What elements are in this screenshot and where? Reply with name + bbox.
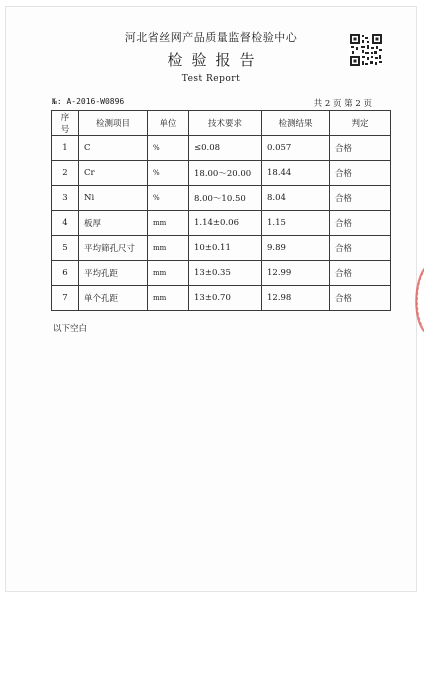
unit: % — [148, 161, 189, 186]
page-info: 共 2 页 第 2 页 — [313, 99, 372, 109]
row-index: 3 — [52, 186, 79, 211]
unit: % — [148, 186, 189, 211]
result: 8.04 — [262, 186, 330, 211]
test-item: 平均筛孔尺寸 — [79, 236, 148, 261]
table-header-row — [52, 111, 391, 136]
verdict: 合格 — [330, 136, 391, 161]
unit: mm — [148, 236, 189, 261]
row-index: 5 — [52, 236, 79, 261]
report-page — [5, 6, 417, 592]
result: 0.057 — [262, 136, 330, 161]
organization-name: 河北省丝网产品质量监督检验中心 — [124, 31, 298, 44]
unit: mm — [148, 211, 189, 236]
column-header: 序号 — [52, 111, 79, 136]
unit: % — [148, 136, 189, 161]
verdict: 合格 — [330, 211, 391, 236]
row-index: 4 — [52, 211, 79, 236]
verdict: 合格 — [330, 236, 391, 261]
column-header: 检测结果 — [262, 111, 330, 136]
unit: mm — [148, 261, 189, 286]
column-header: 单位 — [148, 111, 189, 136]
test-item: 板厚 — [79, 211, 148, 236]
requirement: 1.14±0.06 — [189, 211, 262, 236]
row-index: 1 — [52, 136, 79, 161]
verdict: 合格 — [330, 261, 391, 286]
table-row — [52, 136, 391, 161]
table-row — [52, 286, 391, 311]
requirement: 8.00～10.50 — [189, 186, 262, 211]
table-row — [52, 236, 391, 261]
verdict: 合格 — [330, 286, 391, 311]
requirement: ≤0.08 — [189, 136, 262, 161]
seal-stamp-icon — [408, 265, 424, 335]
report-title-cn: 检验报告 — [167, 51, 264, 69]
table-row — [52, 211, 391, 236]
footer-note: 以下空白 — [53, 324, 88, 334]
result: 9.89 — [262, 236, 330, 261]
test-item: 单个孔距 — [79, 286, 148, 311]
unit: mm — [148, 286, 189, 311]
qr-code-icon — [349, 33, 383, 67]
column-header: 判定 — [330, 111, 391, 136]
report-number: №: A-2016-W0896 — [52, 97, 125, 106]
result: 18.44 — [262, 161, 330, 186]
verdict: 合格 — [330, 161, 391, 186]
result: 12.99 — [262, 261, 330, 286]
test-item: 平均孔距 — [79, 261, 148, 286]
requirement: 18.00～20.00 — [189, 161, 262, 186]
result: 12.98 — [262, 286, 330, 311]
report-title-en: Test Report — [181, 74, 241, 84]
test-item: Ni — [79, 186, 148, 211]
results-table — [51, 110, 391, 311]
row-index: 2 — [52, 161, 79, 186]
requirement: 13±0.70 — [189, 286, 262, 311]
verdict: 合格 — [330, 186, 391, 211]
row-index: 6 — [52, 261, 79, 286]
requirement: 10±0.11 — [189, 236, 262, 261]
requirement: 13±0.35 — [189, 261, 262, 286]
result: 1.15 — [262, 211, 330, 236]
column-header: 技术要求 — [189, 111, 262, 136]
table-row — [52, 261, 391, 286]
column-header: 检测项目 — [79, 111, 148, 136]
table-row — [52, 186, 391, 211]
row-index: 7 — [52, 286, 79, 311]
test-item: C — [79, 136, 148, 161]
table-row — [52, 161, 391, 186]
test-item: Cr — [79, 161, 148, 186]
